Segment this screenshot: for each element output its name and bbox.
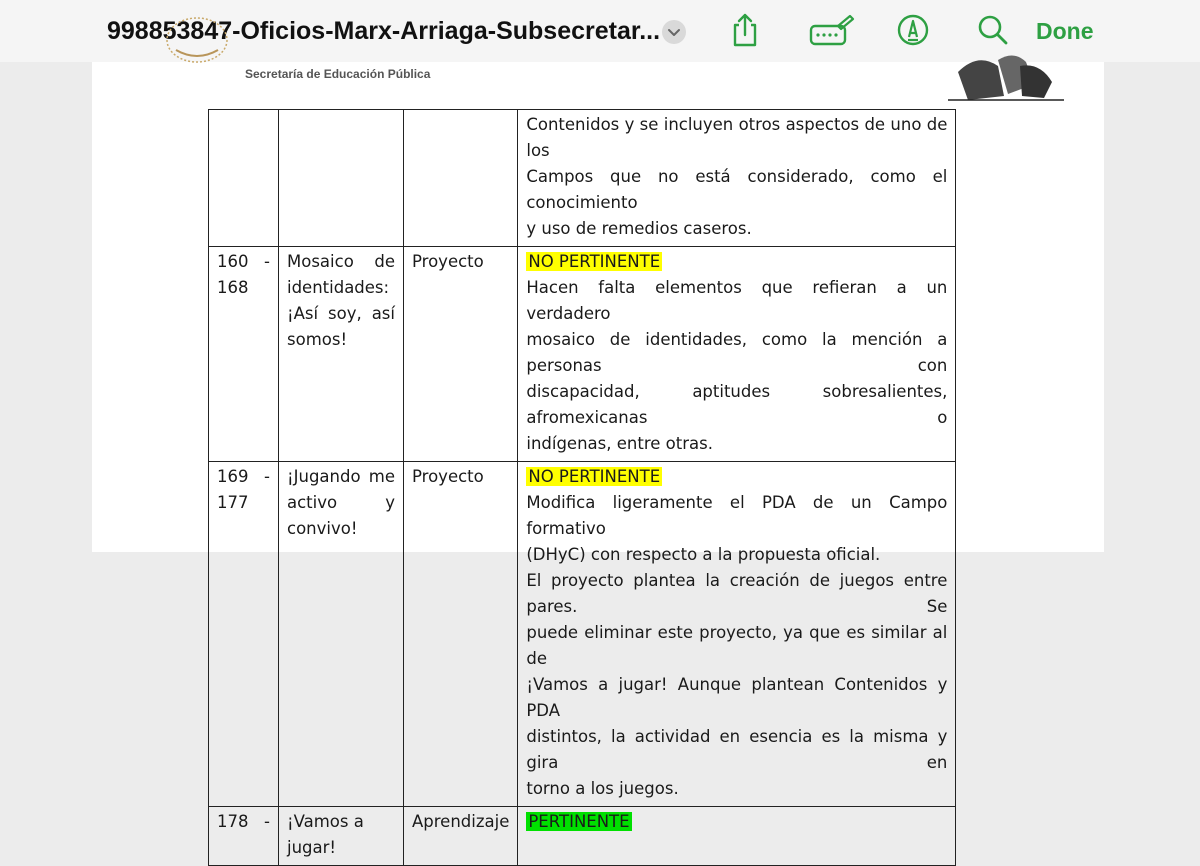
document-page (92, 62, 1104, 857)
table-row (209, 110, 956, 247)
evaluation-table (208, 109, 956, 866)
observations-cell: NO PERTINENTE Modifica ligeramente el PDA de un Campo formativo (DHyC) con respecto a la propuesta oficial. El proyecto plantea la creación de juegos entre pares. Se puede eliminar este proyecto, ya que es similar al de ¡Vamos a jugar! Aunque plantean Contenidos y PDA distintos, la actividad en esencia es la misma y gira en torno a los juegos. (518, 462, 956, 807)
title-cell: ¡Jugando me activo y convivo! (279, 462, 404, 807)
status-badge: NO PERTINENTE (528, 467, 661, 486)
table-row (209, 462, 956, 807)
observations-cell: Contenidos y se incluyen otros aspectos de uno de los Campos que no está considerado, como el conocimiento y uso de remedios caseros. (518, 110, 956, 247)
document-title[interactable]: 998853847-Oficios-Marx-Arriaga-Subsecretar... (107, 17, 661, 45)
secretaria-label: Secretaría de Educación Pública (245, 67, 431, 81)
observations-cell (518, 807, 956, 866)
share-icon[interactable] (728, 12, 762, 48)
status-badge: NO PERTINENTE (528, 252, 661, 271)
type-cell (404, 110, 518, 247)
title-cell: ¡Vamos a jugar! (279, 807, 404, 866)
pages-cell: 169 - 177 (209, 462, 279, 807)
table-row (209, 247, 956, 462)
status-badge: PERTINENTE (528, 812, 630, 831)
type-cell: Proyecto (404, 247, 518, 462)
header-illustration (948, 52, 1064, 104)
type-cell: Proyecto (404, 462, 518, 807)
observations-cell: NO PERTINENTE Hacen falta elementos que refieran a un verdadero mosaico de identidades, como la mención a personas con discapacidad, aptitudes sobresalientes, afromexicanas o indígenas, entre otras. (518, 247, 956, 462)
pages-cell: 178 - (209, 807, 279, 866)
type-cell: Aprendizaje (404, 807, 518, 866)
keyboard-markup-icon[interactable] (808, 12, 856, 48)
sep-seal-logo (162, 32, 232, 82)
pages-cell (209, 110, 279, 247)
pages-cell: 160 - 168 (209, 247, 279, 462)
search-icon[interactable] (976, 12, 1010, 48)
table-row (209, 807, 956, 866)
done-button[interactable]: Done (1036, 18, 1094, 44)
title-cell (279, 110, 404, 247)
title-cell: Mosaico de identidades: ¡Así soy, así somos! (279, 247, 404, 462)
markup-pen-icon[interactable] (896, 12, 930, 48)
chevron-down-icon[interactable] (662, 20, 686, 44)
